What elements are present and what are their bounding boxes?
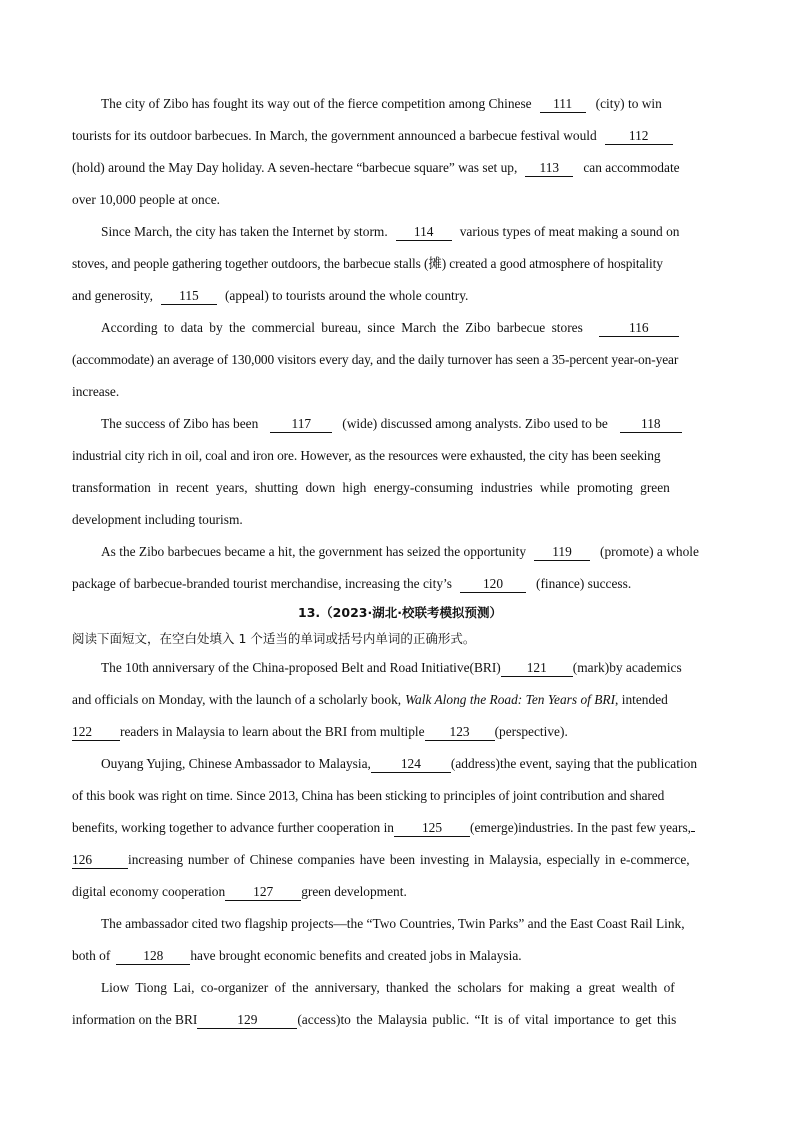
passage-paragraph-2-line-4: [72, 844, 728, 876]
blank-129: 129: [197, 1012, 297, 1029]
text: transformation in recent years, shutting down high energy-consuming industries while promoting green: [72, 480, 670, 495]
text: development including tourism.: [72, 512, 243, 527]
text: can accommodate: [583, 160, 680, 175]
blank-112: 112: [605, 128, 673, 145]
section-heading: 13.（2023·湖北·校联考模拟预测）: [298, 605, 502, 620]
blank-128: 128: [116, 948, 190, 965]
blank-125: 125: [394, 820, 470, 837]
blank-126: 126: [72, 852, 128, 869]
paragraph-1-line-3: [72, 152, 728, 184]
text: industrial city rich in oil, coal and iron ore. However, as the resources were exhausted, the city has been seeking: [72, 448, 661, 463]
text: package of barbecue-branded tourist merchandise, increasing the city’s: [72, 576, 452, 591]
text: information on the BRI: [72, 1012, 198, 1027]
passage-paragraph-4-line-1: [72, 972, 728, 1004]
text: (appeal) to tourists around the whole country.: [224, 288, 469, 303]
blank-116: 116: [599, 320, 679, 337]
text: According to data by the commercial bureau, since March the Zibo barbecue stores: [101, 320, 583, 335]
text: of this book was right on time. Since 2013, China has been sticking to principles of joint contribution and shared: [72, 788, 665, 803]
blank-underline-stub: [691, 831, 695, 832]
paragraph-1-line-1: [72, 88, 728, 120]
text: (mark)by academics: [572, 660, 682, 675]
text: (city) to win: [595, 96, 662, 111]
blank-127: 127: [225, 884, 301, 901]
text: The success of Zibo has been: [101, 416, 259, 431]
text: and officials on Monday, with the launch of a scholarly book,: [72, 692, 402, 707]
blank-123: 123: [425, 724, 495, 741]
text: and generosity,: [72, 288, 153, 303]
blank-117: 117: [270, 416, 332, 433]
text: increase.: [72, 384, 120, 399]
blank-122: 122: [72, 724, 120, 741]
text: readers in Malaysia to learn about the BRI from multiple: [120, 724, 425, 739]
text: The 10th anniversary of the China-proposed Belt and Road Initiative(BRI): [101, 660, 501, 675]
text: benefits, working together to advance further cooperation in: [72, 820, 395, 835]
passage-paragraph-1-line-3: [72, 716, 728, 748]
paragraph-4-line-1: [72, 408, 728, 440]
text: stoves, and people gathering together outdoors, the barbecue stalls (摊) created a good atmosphere of hospitality: [72, 256, 663, 271]
text: green development.: [301, 884, 407, 899]
passage-paragraph-3-line-2: [72, 940, 728, 972]
blank-119: 119: [534, 544, 590, 561]
text: tourists for its outdoor barbecues. In March, the government announced a barbecue festival would: [72, 128, 597, 143]
paragraph-3-line-2: [72, 344, 728, 376]
paragraph-2-line-1: [72, 216, 728, 248]
blank-113: 113: [525, 160, 573, 177]
text: Liow Tiong Lai, co-organizer of the anniversary, thanked the scholars for making a great wealth of: [101, 980, 675, 995]
text: (promote) a whole: [600, 544, 699, 559]
paragraph-3-line-3: [72, 376, 728, 408]
blank-114: 114: [396, 224, 452, 241]
section-instruction: 阅读下面短文，在空白处填入 1 个适当的单词或括号内单词的正确形式。: [72, 631, 476, 646]
paragraph-4-line-4: [72, 504, 728, 536]
paragraph-5-line-1: [72, 536, 728, 568]
passage-paragraph-2-line-5: [72, 876, 728, 908]
blank-121: 121: [501, 660, 573, 677]
text: The ambassador cited two flagship projects—the “Two Countries, Twin Parks” and the East Coast Rail Link,: [101, 916, 685, 931]
passage-paragraph-1-line-2: [72, 684, 728, 716]
blank-111: 111: [540, 96, 586, 113]
text: over 10,000 people at once.: [72, 192, 220, 207]
text: Ouyang Yujing, Chinese Ambassador to Malaysia,: [101, 756, 371, 771]
document-page: [72, 88, 728, 1036]
text: various types of meat making a sound on: [459, 224, 680, 239]
paragraph-2-line-2: [72, 248, 728, 280]
text: (finance) success.: [536, 576, 632, 591]
blank-118: 118: [620, 416, 682, 433]
blank-120: 120: [460, 576, 526, 593]
blank-124: 124: [371, 756, 451, 773]
passage-paragraph-3-line-1: [72, 908, 728, 940]
blank-115: 115: [161, 288, 217, 305]
text: increasing number of Chinese companies have been investing in Malaysia, especially in e-commerce,: [128, 852, 690, 867]
text: (wide) discussed among analysts. Zibo used to be: [342, 416, 608, 431]
book-title: Walk Along the Road: Ten Years of BRI: [405, 692, 616, 707]
paragraph-1-line-4: [72, 184, 728, 216]
text: Since March, the city has taken the Internet by storm.: [101, 224, 388, 239]
text: digital economy cooperation: [72, 884, 226, 899]
passage-paragraph-1-line-1: [72, 652, 728, 684]
passage-paragraph-2-line-3: [72, 812, 728, 844]
text: , intended: [615, 692, 668, 707]
text: (emerge)industries. In the past few years,: [470, 820, 692, 835]
paragraph-3-line-1: [72, 312, 728, 344]
passage-paragraph-4-line-2: [72, 1004, 728, 1036]
text: both of: [72, 948, 111, 963]
passage-paragraph-2-line-1: [72, 748, 728, 780]
passage-paragraph-2-line-2: [72, 780, 728, 812]
text: (accommodate) an average of 130,000 visitors every day, and the daily turnover has seen a 35-percent year-on-year: [72, 352, 679, 367]
text: (address)the event, saying that the publication: [450, 756, 698, 771]
text: (hold) around the May Day holiday. A seven-hectare “barbecue square” was set up,: [72, 160, 518, 175]
paragraph-5-line-2: [72, 568, 728, 600]
paragraph-4-line-2: [72, 440, 728, 472]
paragraph-4-line-3: [72, 472, 728, 504]
text: have brought economic benefits and created jobs in Malaysia.: [190, 948, 522, 963]
text: The city of Zibo has fought its way out of the fierce competition among Chinese: [101, 96, 532, 111]
paragraph-2-line-3: [72, 280, 728, 312]
text: (access)to the Malaysia public. “It is of vital importance to get this: [297, 1012, 677, 1027]
text: (perspective).: [494, 724, 568, 739]
text: As the Zibo barbecues became a hit, the government has seized the opportunity: [101, 544, 527, 559]
paragraph-1-line-2: [72, 120, 728, 152]
